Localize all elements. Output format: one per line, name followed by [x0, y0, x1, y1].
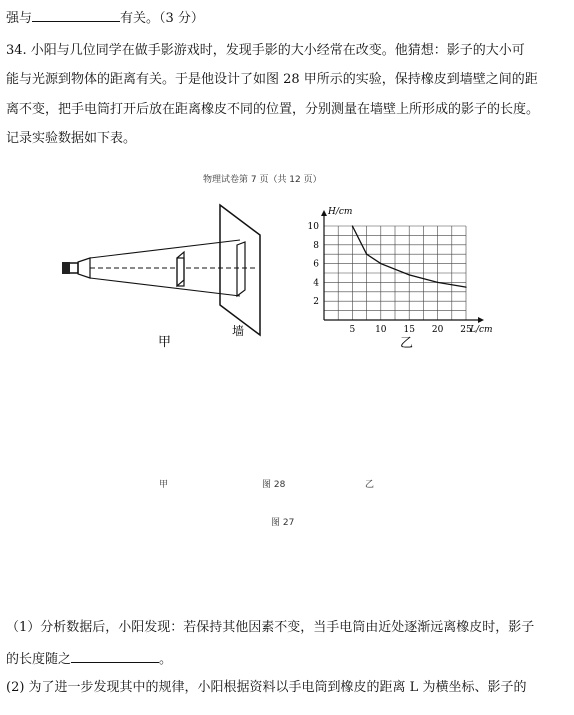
x-axis-arrow [478, 317, 484, 323]
q1-line-2-prefix: 的长度随之 [6, 652, 72, 667]
y-tick-label: 4 [313, 278, 319, 289]
q34-line-1: 34. 小阳与几位同学在做手影游戏时，发现手影的大小经常在改变。他猜想：影子的大小可 [6, 43, 525, 58]
q34-line-4: 记录实验数据如下表。 [6, 131, 137, 146]
top-line [6, 8, 204, 28]
answer-blank-top[interactable] [32, 8, 120, 22]
x-tick-label: 10 [375, 325, 387, 335]
light-ray-lower [90, 278, 240, 296]
wall [220, 205, 260, 335]
q1-line-2 [6, 649, 172, 669]
light-ray-upper [90, 240, 240, 258]
caption-fig27: 图 27 [271, 518, 295, 528]
caption-yi: 乙 [365, 480, 375, 490]
x-tick-label: 5 [349, 325, 356, 335]
caption-fig28: 图 28 [262, 480, 286, 490]
shadow-on-wall [237, 242, 245, 296]
apparatus-figure [60, 200, 270, 350]
q34-line-3: 离不变，把手电筒打开后放在距离橡皮不同的位置，分别测量在墙壁上所形成的影子的长度。 [6, 102, 540, 117]
top-line-score: （3 分） [159, 11, 204, 26]
flashlight-head [78, 258, 90, 278]
page-header-small: 物理试卷第 7 页（共 12 页） [203, 175, 322, 185]
eraser [177, 252, 184, 286]
data-point [465, 287, 466, 288]
answer-blank-q1[interactable] [71, 649, 159, 663]
label-yi: 乙 [400, 336, 414, 351]
caption-jia: 甲 [159, 480, 169, 490]
shadow-length-chart [300, 195, 510, 355]
x-axis-label: L/cm [470, 325, 493, 335]
data-point [380, 263, 381, 264]
q34-line-2: 能与光源到物体的距离有关。于是他设计了如图 28 甲所示的实验，保持橡皮到墙壁之间的距 [6, 72, 538, 87]
data-point [437, 282, 438, 283]
y-tick-label: 2 [313, 297, 319, 308]
data-point [352, 225, 353, 226]
data-point [366, 254, 367, 255]
x-tick-label: 25 [460, 325, 472, 335]
x-tick-label: 15 [403, 325, 415, 335]
flashlight-cap [62, 262, 70, 274]
data-point [409, 274, 410, 275]
chart-ticks [308, 222, 472, 335]
label-jia: 甲 [158, 335, 172, 350]
label-qiang: 墙 [232, 324, 245, 338]
q1-line-1: （1）分析数据后，小阳发现：若保持其他因素不变，当手电筒由近处逐渐远离橡皮时，影子 [6, 620, 535, 635]
y-tick-label: 8 [313, 240, 319, 251]
y-axis-label: H/cm [328, 207, 353, 217]
y-axis-arrow [321, 210, 327, 216]
top-line-prefix: 强与 [6, 11, 33, 26]
y-tick-label: 6 [313, 259, 319, 270]
chart-axes [321, 210, 484, 323]
top-line-suffix: 有关。 [120, 11, 160, 26]
x-tick-label: 20 [431, 325, 444, 335]
y-tick-label: 10 [307, 222, 319, 232]
q2-line-1: (2) 为了进一步发现其中的规律，小阳根据资料以手电筒到橡皮的距离 L 为横坐标、影子的 [6, 680, 527, 695]
chart-grid [324, 226, 466, 320]
q1-line-2-suffix: 。 [159, 652, 173, 667]
